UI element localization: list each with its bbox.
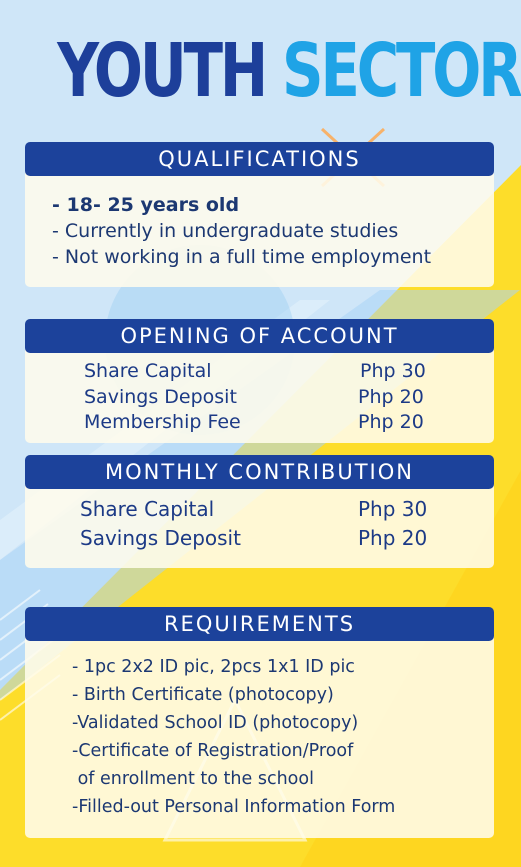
requirement-item: of enrollment to the school xyxy=(72,769,314,789)
requirement-item: -Validated School ID (photocopy) xyxy=(72,713,359,733)
monthly-row-amount: Php 30 xyxy=(358,497,428,521)
requirements-header: REQUIREMENTS xyxy=(25,607,494,641)
monthly-row-label: Savings Deposit xyxy=(80,526,241,550)
qualification-item: - 18- 25 years old xyxy=(52,194,240,216)
monthly-contribution-header: MONTHLY CONTRIBUTION xyxy=(25,455,494,489)
requirement-item: - Birth Certificate (photocopy) xyxy=(72,685,334,705)
opening-row-label: Savings Deposit xyxy=(84,386,237,408)
requirements-list xyxy=(72,653,395,821)
opening-row-label: Membership Fee xyxy=(84,411,241,433)
qualifications-header: QUALIFICATIONS xyxy=(25,142,494,176)
requirement-item: -Certificate of Registration/Proof xyxy=(72,741,354,761)
monthly-row-label: Share Capital xyxy=(80,497,215,521)
opening-row-amount: Php 20 xyxy=(358,386,424,408)
opening-row-amount: Php 20 xyxy=(358,411,424,433)
title-word-youth: YOUTH xyxy=(57,28,266,114)
title-word-sector: SECTOR xyxy=(282,28,520,114)
opening-row-amount: Php 30 xyxy=(360,360,426,382)
opening-row-label: Share Capital xyxy=(84,360,212,382)
page-title xyxy=(57,26,520,116)
qualifications-list xyxy=(52,192,431,270)
requirement-item: - 1pc 2x2 ID pic, 2pcs 1x1 ID pic xyxy=(72,657,355,677)
qualification-item: - Currently in undergraduate studies xyxy=(52,220,399,242)
requirement-item: -Filled-out Personal Information Form xyxy=(72,797,396,817)
monthly-row-amount: Php 20 xyxy=(358,526,428,550)
opening-account-header: OPENING OF ACCOUNT xyxy=(25,319,494,353)
qualification-item: - Not working in a full time employment xyxy=(52,246,432,268)
